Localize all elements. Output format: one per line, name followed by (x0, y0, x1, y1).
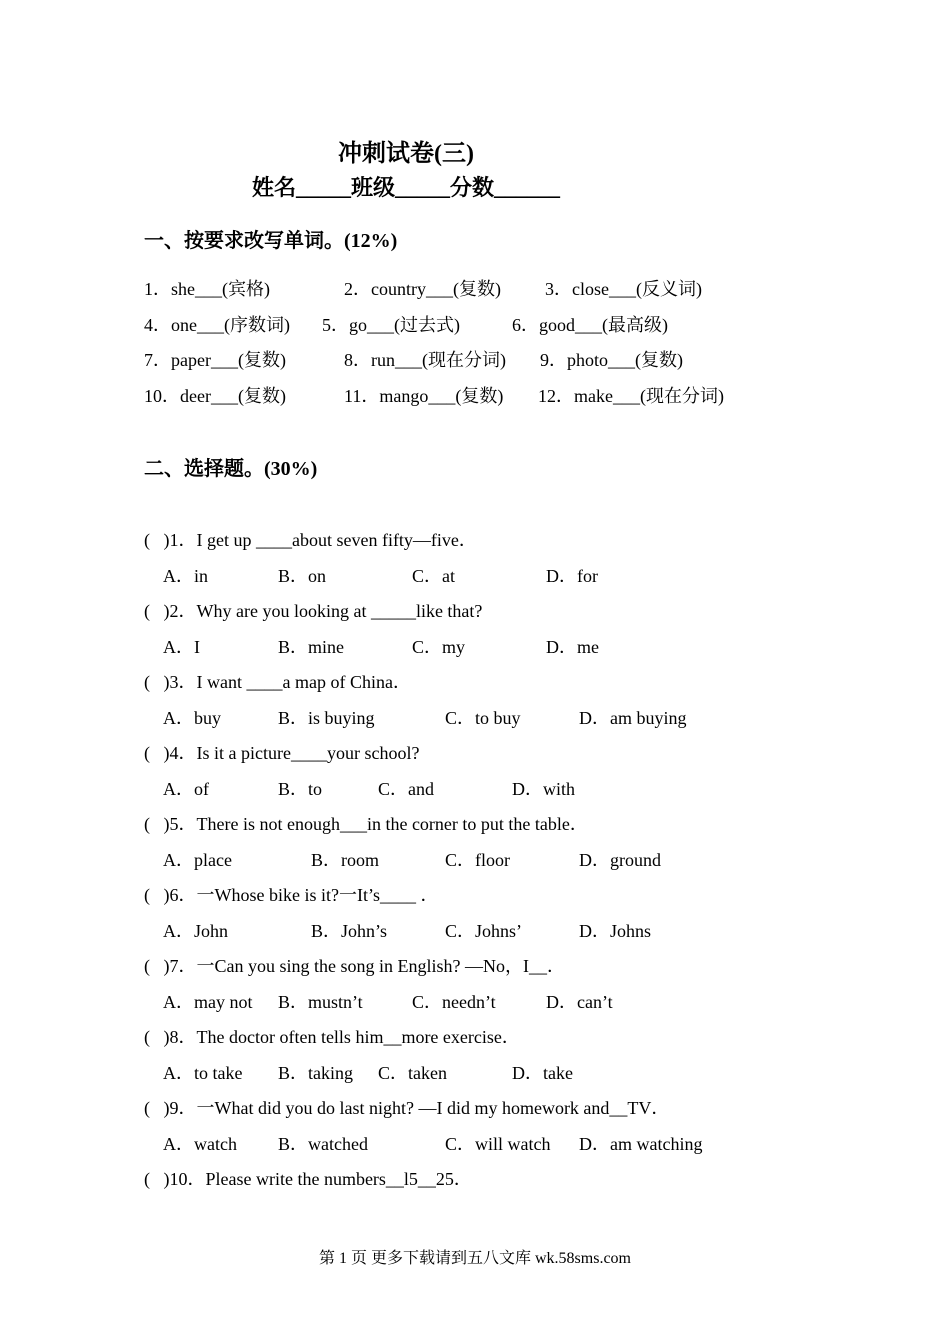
option-c: C．to buy (445, 708, 521, 728)
option-d: D．with (512, 779, 575, 799)
word-item: 12．make___(现在分词) (538, 386, 724, 406)
question-stem: ( )10．Please write the numbers__l5__25． (144, 1169, 472, 1189)
option-b: B．room (311, 850, 380, 870)
word-item: 11．mango___(复数) (344, 386, 504, 406)
option-d: D．Johns (579, 921, 652, 941)
option-a: A．buy (163, 708, 221, 728)
option-d: D．can’t (546, 992, 613, 1012)
option-a: A．to take (163, 1063, 243, 1083)
option-d: D．for (546, 566, 598, 586)
question-stem: ( )7．一Can you sing the song in English? —No，I__． (144, 956, 565, 976)
option-b: B．to (278, 779, 323, 799)
question-stem: ( )2．Why are you looking at _____like that? (144, 601, 483, 621)
word-item: 10．deer___(复数) (144, 386, 286, 406)
option-c: C．will watch (445, 1134, 551, 1154)
option-c: C．Johns’ (445, 921, 523, 941)
word-item: 8．run___(现在分词) (344, 350, 506, 370)
question-stem: ( )6．一Whose bike is it?一It’s____ ． (144, 885, 439, 905)
question-stem: ( )4．Is it a picture____your school? (144, 743, 420, 763)
word-item: 7．paper___(复数) (144, 350, 286, 370)
question-stem: ( )3．I want ____a map of China． (144, 672, 411, 692)
option-c: C．needn’t (412, 992, 496, 1012)
option-c: C．taken (378, 1063, 447, 1083)
option-d: D．ground (579, 850, 661, 870)
option-b: B．on (278, 566, 327, 586)
option-d: D．take (512, 1063, 573, 1083)
word-item: 2．country___(复数) (344, 279, 501, 299)
word-item: 1．she___(宾格) (144, 279, 270, 299)
option-b: B．watched (278, 1134, 368, 1154)
option-a: A．place (163, 850, 232, 870)
option-c: C．floor (445, 850, 510, 870)
word-item: 4．one___(序数词) (144, 315, 290, 335)
question-stem: ( )5．There is not enough___in the corner to put the table． (144, 814, 588, 834)
student-info-line: 姓名_____班级_____分数______ (251, 175, 560, 200)
option-b: B．John’s (311, 921, 388, 941)
option-a: A．of (163, 779, 209, 799)
option-b: B．mustn’t (278, 992, 363, 1012)
word-item: 9．photo___(复数) (540, 350, 683, 370)
page-title: 冲刺试卷(三) (338, 141, 474, 167)
option-d: D．am buying (579, 708, 687, 728)
question-stem: ( )8．The doctor often tells him__more exercise． (144, 1027, 520, 1047)
option-a: A．in (163, 566, 208, 586)
question-stem: ( )1．I get up ____about seven fifty—five． (144, 530, 477, 550)
word-item: 3．close___(反义词) (545, 279, 702, 299)
section-2-title: 二、选择题。(30%) (144, 458, 318, 480)
option-c: C．at (412, 566, 455, 586)
page-footer: 第 1 页 更多下载请到五八文库 wk.58sms.com (318, 1250, 631, 1267)
option-d: D．am watching (579, 1134, 703, 1154)
option-a: A．may not (163, 992, 253, 1012)
option-a: A．John (163, 921, 229, 941)
option-c: C．and (378, 779, 434, 799)
option-b: B．mine (278, 637, 344, 657)
option-b: B．taking (278, 1063, 353, 1083)
option-a: A．I (163, 637, 200, 657)
option-a: A．watch (163, 1134, 237, 1154)
section-1-title: 一、按要求改写单词。(12%) (144, 230, 398, 252)
option-c: C．my (412, 637, 466, 657)
word-item: 5．go___(过去式) (322, 315, 460, 335)
word-item: 6．good___(最高级) (512, 315, 668, 335)
question-stem: ( )9．一What did you do last night? —I did my homework and__TV． (144, 1098, 670, 1118)
option-d: D．me (546, 637, 599, 657)
option-b: B．is buying (278, 708, 375, 728)
